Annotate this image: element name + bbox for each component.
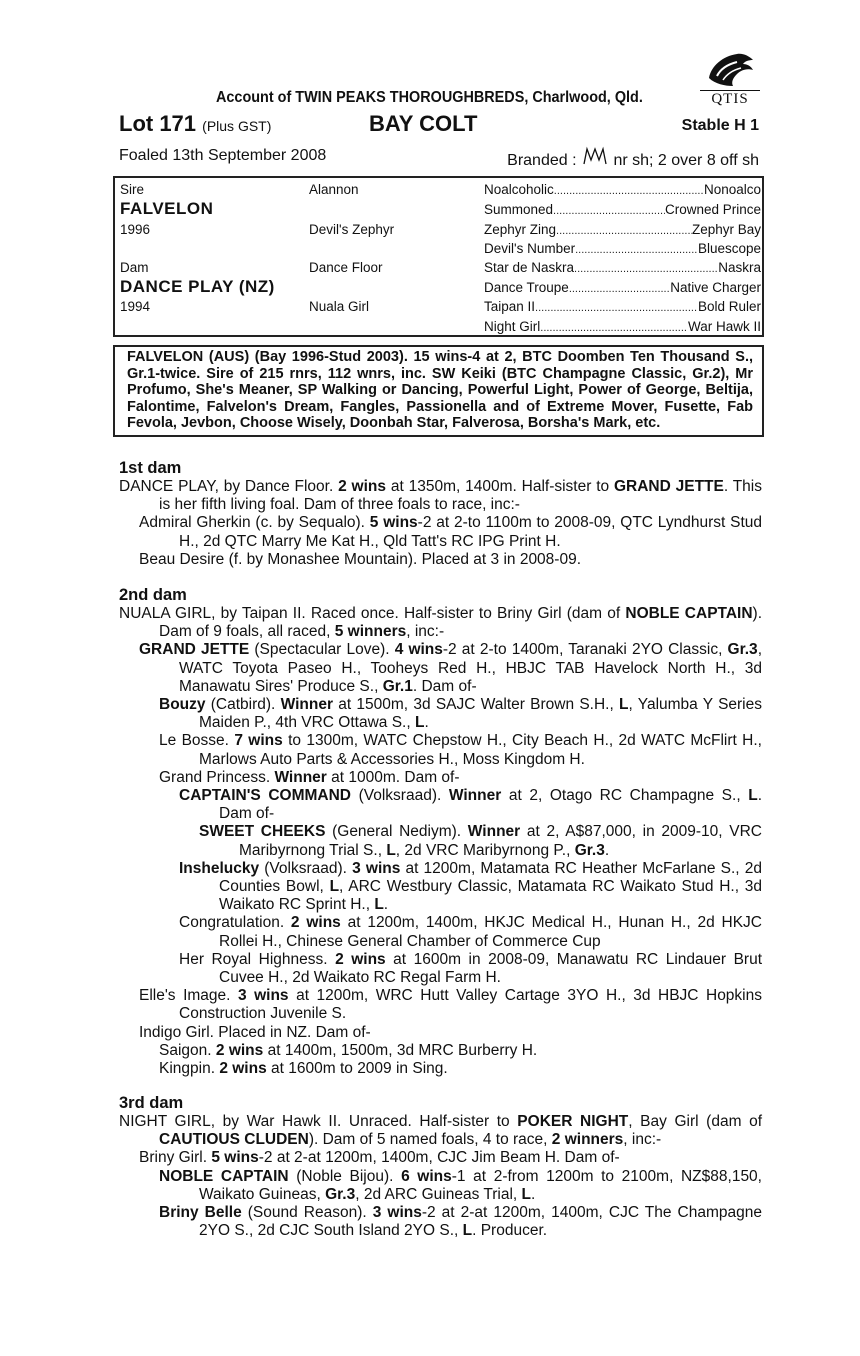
entries	[119, 1113, 762, 1240]
dam-dam: Nuala Girl	[309, 299, 370, 314]
section-heading: 2nd dam	[119, 586, 187, 604]
dam-name: DANCE PLAY (NZ)	[120, 277, 275, 296]
pedigree-entry: NIGHT GIRL, by War Hawk II. Unraced. Half-sister to POKER NIGHT, Bay Girl (dam of CAUTIOUS CLUDEN). Dam of 5 named foals, 4 to race, 2 winners, inc:-	[119, 1113, 763, 1149]
grandparent-row: Dance Troupe ..... Native Charger	[484, 280, 761, 295]
dam-label: Dam	[120, 260, 149, 275]
pedigree-table	[113, 176, 764, 337]
foaled-date: Foaled 13th September 2008	[119, 147, 327, 164]
grandparent-row: Devil's Number ..... Bluescope	[484, 241, 761, 256]
lot-label: Lot 171	[119, 111, 197, 136]
pedigree-entry: Inshelucky (Volksraad). 3 wins at 1200m, Matamata RC Heather McFarlane S., 2d Counties Bowl, L, ARC Westbury Classic, Matamata RC Waikato Stud H., 3d Waikato RC Sprint H., L.	[179, 859, 762, 914]
brand-mark-icon	[582, 146, 608, 166]
pedigree-entry: Beau Desire (f. by Monashee Mountain). Placed at 3 in 2008-09.	[139, 550, 582, 568]
pedigree-entry: Briny Belle (Sound Reason). 3 wins-2 at 2-at 1200m, 1400m, CJC The Champagne 2YO S., 2d CJC South Island 2YO S., L. Producer.	[159, 1204, 762, 1240]
stable-location: Stable H 1	[681, 117, 759, 134]
pedigree-entry: CAPTAIN'S COMMAND (Volksraad). Winner at 2, Otago RC Champagne S., L. Dam of-	[179, 787, 762, 823]
third-dam-section	[119, 1094, 762, 1240]
grandparent-row: Star de Naskra ..... Naskra	[484, 260, 761, 275]
branded-prefix: Branded :	[507, 152, 577, 169]
grandparent-row: Noalcoholic ..... Nonoalco	[484, 182, 761, 197]
grandparent-row: Zephyr Zing ..... Zephyr Bay	[484, 222, 761, 237]
dam-year: 1994	[120, 299, 151, 314]
pedigree-entry: Her Royal Highness. 2 wins at 1600m in 2008-09, Manawatu RC Lindauer Brut Cuvee H., 2d Waikato RC Regal Farm H.	[179, 950, 762, 987]
pedigree-entry: NOBLE CAPTAIN (Noble Bijou). 6 wins-1 at 2-from 1200m to 2100m, NZ$88,150, Waikato Guineas, Gr.3, 2d ARC Guineas Trial, L.	[159, 1167, 762, 1203]
sire-dam: Devil's Zephyr	[309, 222, 395, 237]
section-heading: 3rd dam	[119, 1094, 184, 1112]
pedigree-entry: Le Bosse. 7 wins to 1300m, WATC Chepstow H., City Beach H., 2d WATC McFlirt H., Marlows Auto Parts & Accessories H., Moss Kingdom H.	[159, 732, 762, 768]
pedigree-entry: Bouzy (Catbird). Winner at 1500m, 3d SAJC Walter Brown S.H., L, Yalumba Y Series Maiden P., 4th VRC Ottawa S., L.	[159, 696, 762, 732]
second-dam-section	[119, 586, 762, 1078]
pedigree-entry: Admiral Gherkin (c. by Sequalo). 5 wins-2 at 2-to 1100m to 2008-09, QTC Lyndhurst Stud H., 2d QTC Marry Me Kat H., Qld Tatt's RC IPG Print H.	[139, 514, 762, 550]
sire-name: FALVELON	[120, 199, 214, 218]
lot-number	[119, 111, 271, 137]
horse-head-icon	[703, 48, 757, 88]
pedigree-entry: SWEET CHEEKS (General Nediym). Winner at 2, A$87,000, in 2009-10, VRC Maribyrnong Trial S., L, 2d VRC Maribyrnong P., Gr.3.	[199, 823, 762, 859]
entries	[119, 478, 762, 569]
grandparent-row: Taipan II ..... Bold Ruler	[484, 299, 761, 314]
grandparent-row: Night Girl ..... War Hawk II	[484, 319, 761, 334]
pedigree-entry: Kingpin. 2 wins at 1600m to 2009 in Sing.	[159, 1060, 448, 1078]
pedigree-entry: Briny Girl. 5 wins-2 at 2-at 1200m, 1400m, CJC Jim Beam H. Dam of-	[139, 1149, 620, 1167]
sire-summary: FALVELON (AUS) (Bay 1996-Stud 2003). 15 wins-4 at 2, BTC Doomben Ten Thousand S., Gr.1-twice. Sire of 215 rnrs, 112 wnrs, inc. SW Keiki (BTC Champagne Classic, Gr.2), Mr Profumo, She's Meaner, SP Walking or Dancing, Powerful Light, Power of George, Beltija, Falontime, Falvelon's Dream, Fangles, Passionella and of Extreme Mover, Fusette, Fab Fevola, Jevbon, Choose Wisely, Doonbah Star, Falverosa, Borsha's Mark, etc.	[113, 345, 764, 437]
sire-year: 1996	[120, 222, 151, 237]
entries	[119, 605, 762, 1078]
pedigree-entry: Indigo Girl. Placed in NZ. Dam of-	[139, 1023, 371, 1041]
section-heading: 1st dam	[119, 459, 182, 477]
qtis-logo	[700, 48, 760, 112]
pedigree-entry: GRAND JETTE (Spectacular Love). 4 wins-2 at 2-to 1400m, Taranaki 2YO Classic, Gr.3, WATC Toyota Paseo H., Tooheys Red H., HBJC TAB Havelock North H., 3d Manawatu Sires' Produce S., Gr.1. Dam of-	[139, 641, 762, 695]
pedigree-entry: NUALA GIRL, by Taipan II. Raced once. Half-sister to Briny Girl (dam of NOBLE CAPTAIN). Dam of 9 foals, all raced, 5 winners, inc:-	[119, 605, 763, 641]
dam-sire: Dance Floor	[309, 260, 383, 275]
sire-sire: Alannon	[309, 182, 359, 197]
sire-label: Sire	[120, 182, 145, 197]
grandparent-row: Summoned ..... Crowned Prince	[484, 202, 761, 217]
branded-suffix: nr sh; 2 over 8 off sh	[613, 152, 759, 169]
pedigree-entry: Saigon. 2 wins at 1400m, 1500m, 3d MRC Burberry H.	[159, 1041, 538, 1059]
pedigree-entry: Elle's Image. 3 wins at 1200m, WRC Hutt Valley Cartage 3YO H., 3d HBJC Hopkins Construction Juvenile S.	[139, 987, 762, 1023]
horse-description: BAY COLT	[369, 111, 478, 136]
pedigree-entry: Grand Princess. Winner at 1000m. Dam of-	[159, 768, 460, 786]
pedigree-entry: Congratulation. 2 wins at 1200m, 1400m, HKJC Medical H., Hunan H., 2d HKJC Rollei H., Chinese General Chamber of Commerce Cup	[179, 914, 762, 950]
vendor-account: Account of TWIN PEAKS THOROUGHBREDS, Charlwood, Qld.	[216, 89, 643, 106]
qtis-logo-text: QTIS	[700, 90, 760, 108]
pedigree-entry: DANCE PLAY, by Dance Floor. 2 wins at 1350m, 1400m. Half-sister to GRAND JETTE. This is her fifth living foal. Dam of three foals to race, inc:-	[119, 478, 762, 514]
first-dam-section	[119, 459, 762, 569]
plus-gst: (Plus GST)	[202, 118, 272, 134]
brand-info	[507, 146, 759, 170]
